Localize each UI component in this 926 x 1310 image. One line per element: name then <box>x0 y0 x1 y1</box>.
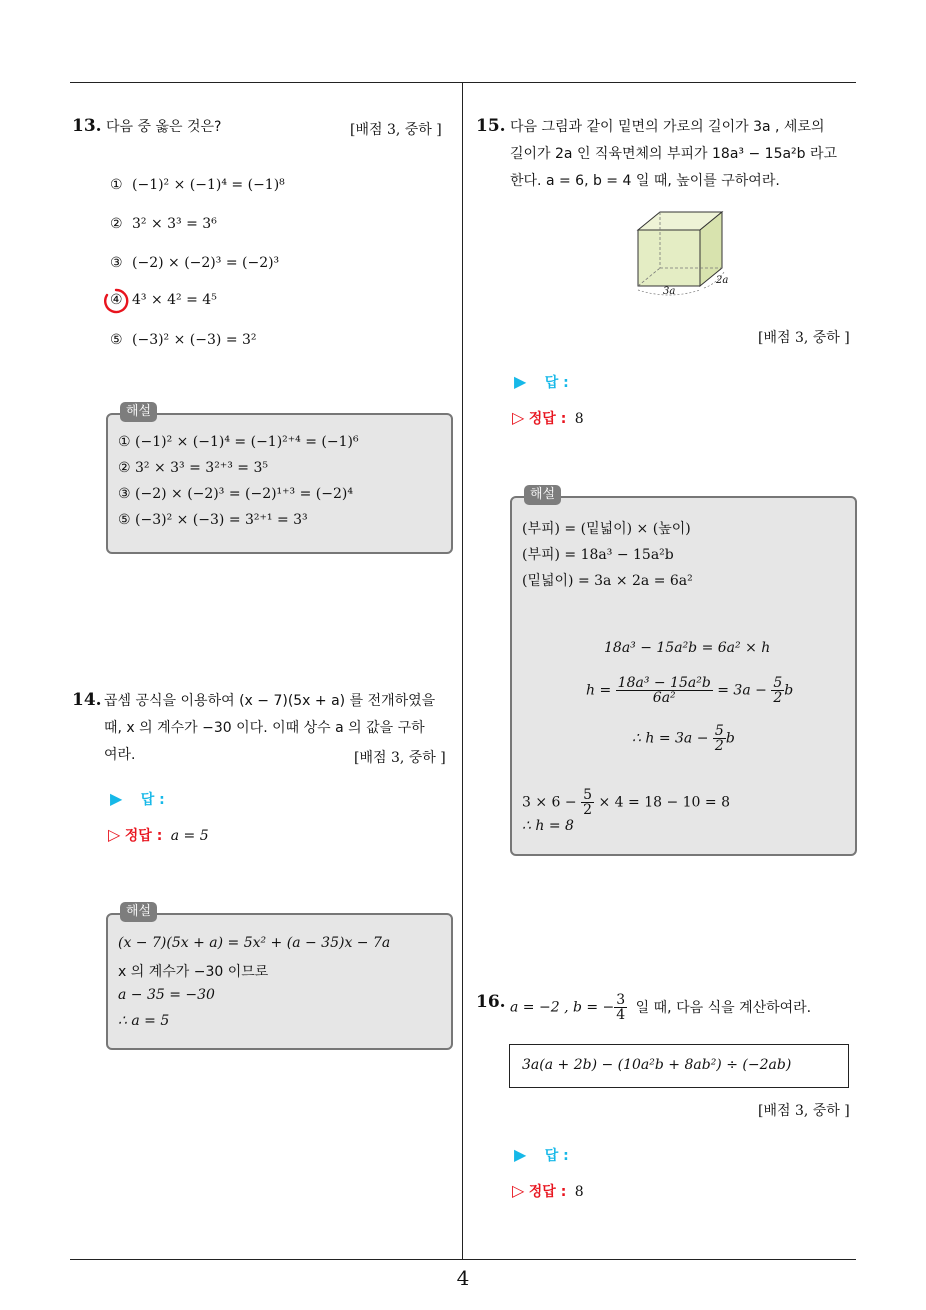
q14-expl-line-2: x 의 계수가 −30 이므로 <box>118 964 269 980</box>
q13-expl-line-1: ① (−1)² × (−1)⁴ = (−1)²⁺⁴ = (−1)⁶ <box>118 434 359 450</box>
bottom-rule <box>70 1259 856 1260</box>
eq2-num: 18a³ − 15a²b <box>617 675 711 691</box>
q16-answer-row[interactable] <box>514 1145 569 1165</box>
page-number: 4 <box>456 1266 470 1290</box>
q15-score: [배점 3, 중하 ] <box>758 330 850 346</box>
choice-expr: 4³ × 4² = 4⁵ <box>132 292 217 308</box>
q15-line-3: 한다. a = 6, b = 4 일 때, 높이를 구하여라. <box>510 173 780 189</box>
q13-expl-line-4: ⑤ (−3)² × (−3) = 3²⁺¹ = 3³ <box>118 512 308 528</box>
eq2-fraction <box>616 676 713 705</box>
q13-text: 다음 중 옳은 것은? <box>106 119 222 135</box>
correct-label: 정답 : <box>528 1184 567 1200</box>
q15-expl-line-1: (부피) = (밑넓이) × (높이) <box>522 521 691 537</box>
q16-score: [배점 3, 중하 ] <box>758 1103 850 1119</box>
q14-answer-row[interactable] <box>110 789 165 809</box>
q15-correct-row <box>512 408 584 428</box>
q15-eq-3 <box>632 724 735 753</box>
choice-mark: ④ <box>110 292 123 308</box>
q15-eq-1: 18a³ − 15a²b = 6a² × h <box>604 640 771 656</box>
q14-line-1: 곱셈 공식을 이용하여 (x − 7)(5x + a) 를 전개하였을 <box>104 693 436 709</box>
answer-label: 답 : <box>544 1148 569 1164</box>
answer-label: 답 : <box>544 375 569 391</box>
q15-eq-4 <box>522 788 730 817</box>
q14-expl-line-1: (x − 7)(5x + a) = 5x² + (a − 35)x − 7a <box>118 935 391 951</box>
q15-eq-2 <box>586 676 793 705</box>
choice-mark: ② <box>110 216 123 232</box>
frac-den: 2 <box>714 738 724 754</box>
eq2-mid: = 3a − <box>717 682 767 699</box>
frac-num: 5 <box>583 787 593 803</box>
q15-number: 15. <box>476 116 506 136</box>
q14-expl-line-3: a − 35 = −30 <box>118 987 215 1003</box>
cond-fraction <box>614 993 627 1022</box>
choice-mark: ① <box>110 177 123 193</box>
q14-explanation-box <box>106 913 453 1050</box>
cuboid-figure <box>630 206 740 302</box>
choice-mark: ③ <box>110 255 123 271</box>
cond-den: 4 <box>616 1007 626 1023</box>
q14-number: 14. <box>72 690 102 710</box>
correct-label: 정답 : <box>528 411 567 427</box>
correct-label: 정답 : <box>124 828 163 844</box>
answer-arrow-icon: ▶ <box>514 1145 527 1164</box>
q14-correct-row <box>108 825 209 845</box>
column-divider <box>462 82 463 1259</box>
fig-label-depth: 2a <box>716 275 729 286</box>
eq2-den: 6a² <box>652 690 676 706</box>
eq4-fraction <box>581 788 594 817</box>
correct-value: a = 5 <box>170 828 209 844</box>
q13-choice-1[interactable] <box>110 177 285 193</box>
fig-label-width: 3a <box>663 286 676 297</box>
q14-score: [배점 3, 중하 ] <box>354 750 446 766</box>
top-rule <box>70 82 856 83</box>
answer-arrow-icon: ▶ <box>514 372 527 391</box>
frac-num: 5 <box>714 723 724 739</box>
q14-expl-line-4: ∴ a = 5 <box>118 1013 170 1029</box>
q13-expl-line-3: ③ (−2) × (−2)³ = (−2)¹⁺³ = (−2)⁴ <box>118 486 353 502</box>
q13-choice-2[interactable] <box>110 216 217 232</box>
eq3-fraction <box>713 724 726 753</box>
choice-expr: (−1)² × (−1)⁴ = (−1)⁸ <box>132 177 285 193</box>
eq4-lhs: 3 × 6 − <box>522 794 577 811</box>
frac-den: 2 <box>773 690 783 706</box>
q13-choice-3[interactable] <box>110 255 279 271</box>
eq4-tail: × 4 = 18 − 10 = 8 <box>598 794 730 811</box>
eq2-lhs: h = <box>586 682 612 699</box>
frac-den: 2 <box>583 802 593 818</box>
choice-expr: (−3)² × (−3) = 3² <box>132 332 257 348</box>
correct-arrow-icon: ▷ <box>512 408 525 427</box>
correct-arrow-icon: ▷ <box>108 825 121 844</box>
q13-number: 13. <box>72 116 102 136</box>
cond-post: 일 때, 다음 식을 계산하여라. <box>635 999 812 1016</box>
choice-expr: (−2) × (−2)³ = (−2)³ <box>132 255 280 271</box>
choice-expr: 3² × 3³ = 3⁶ <box>132 216 217 232</box>
answer-arrow-icon: ▶ <box>110 789 123 808</box>
q16-correct-row <box>512 1181 584 1201</box>
correct-value: 8 <box>574 1184 584 1200</box>
eq2-tail: b <box>784 682 794 699</box>
choice-mark: ⑤ <box>110 332 123 348</box>
q13-explanation-tag: 해설 <box>120 402 157 422</box>
selected-answer-circle-icon <box>102 287 130 315</box>
q15-expl-line-2: (부피) = 18a³ − 15a²b <box>522 547 674 563</box>
answer-label: 답 : <box>140 792 165 808</box>
eq3-tail: b <box>725 730 735 747</box>
q15-explanation-tag: 해설 <box>524 485 561 505</box>
q15-answer-row[interactable] <box>514 372 569 392</box>
q13-choice-5[interactable] <box>110 332 257 348</box>
q15-line-1: 다음 그림과 같이 밑면의 가로의 길이가 3a , 세로의 <box>510 119 825 135</box>
cond-pre: a = −2 , b = − <box>510 999 615 1016</box>
q15-line-2: 길이가 2a 인 직육면체의 부피가 18a³ − 15a²b 라고 <box>510 146 838 162</box>
correct-value: 8 <box>574 411 584 427</box>
eq2-half-fraction <box>771 676 784 705</box>
q14-explanation-tag: 해설 <box>120 902 157 922</box>
q13-expl-line-2: ② 3² × 3³ = 3²⁺³ = 3⁵ <box>118 460 268 476</box>
q13-score: [배점 3, 중하 ] <box>350 122 442 138</box>
q14-line-2: 때, x 의 계수가 −30 이다. 이때 상수 a 의 값을 구하 <box>104 720 425 736</box>
correct-arrow-icon: ▷ <box>512 1181 525 1200</box>
q16-number: 16. <box>476 992 506 1012</box>
q15-expl-line-3: (밑넓이) = 3a × 2a = 6a² <box>522 573 693 589</box>
eq3-lhs: ∴ h = 3a − <box>632 730 709 747</box>
frac-num: 5 <box>773 675 783 691</box>
q14-line-3: 여라. <box>104 747 136 763</box>
q16-expression: 3a(a + 2b) − (10a²b + 8ab²) ÷ (−2ab) <box>522 1057 792 1073</box>
q15-eq-5: ∴ h = 8 <box>522 818 574 834</box>
q16-condition <box>510 993 811 1022</box>
cond-num: 3 <box>616 992 626 1008</box>
